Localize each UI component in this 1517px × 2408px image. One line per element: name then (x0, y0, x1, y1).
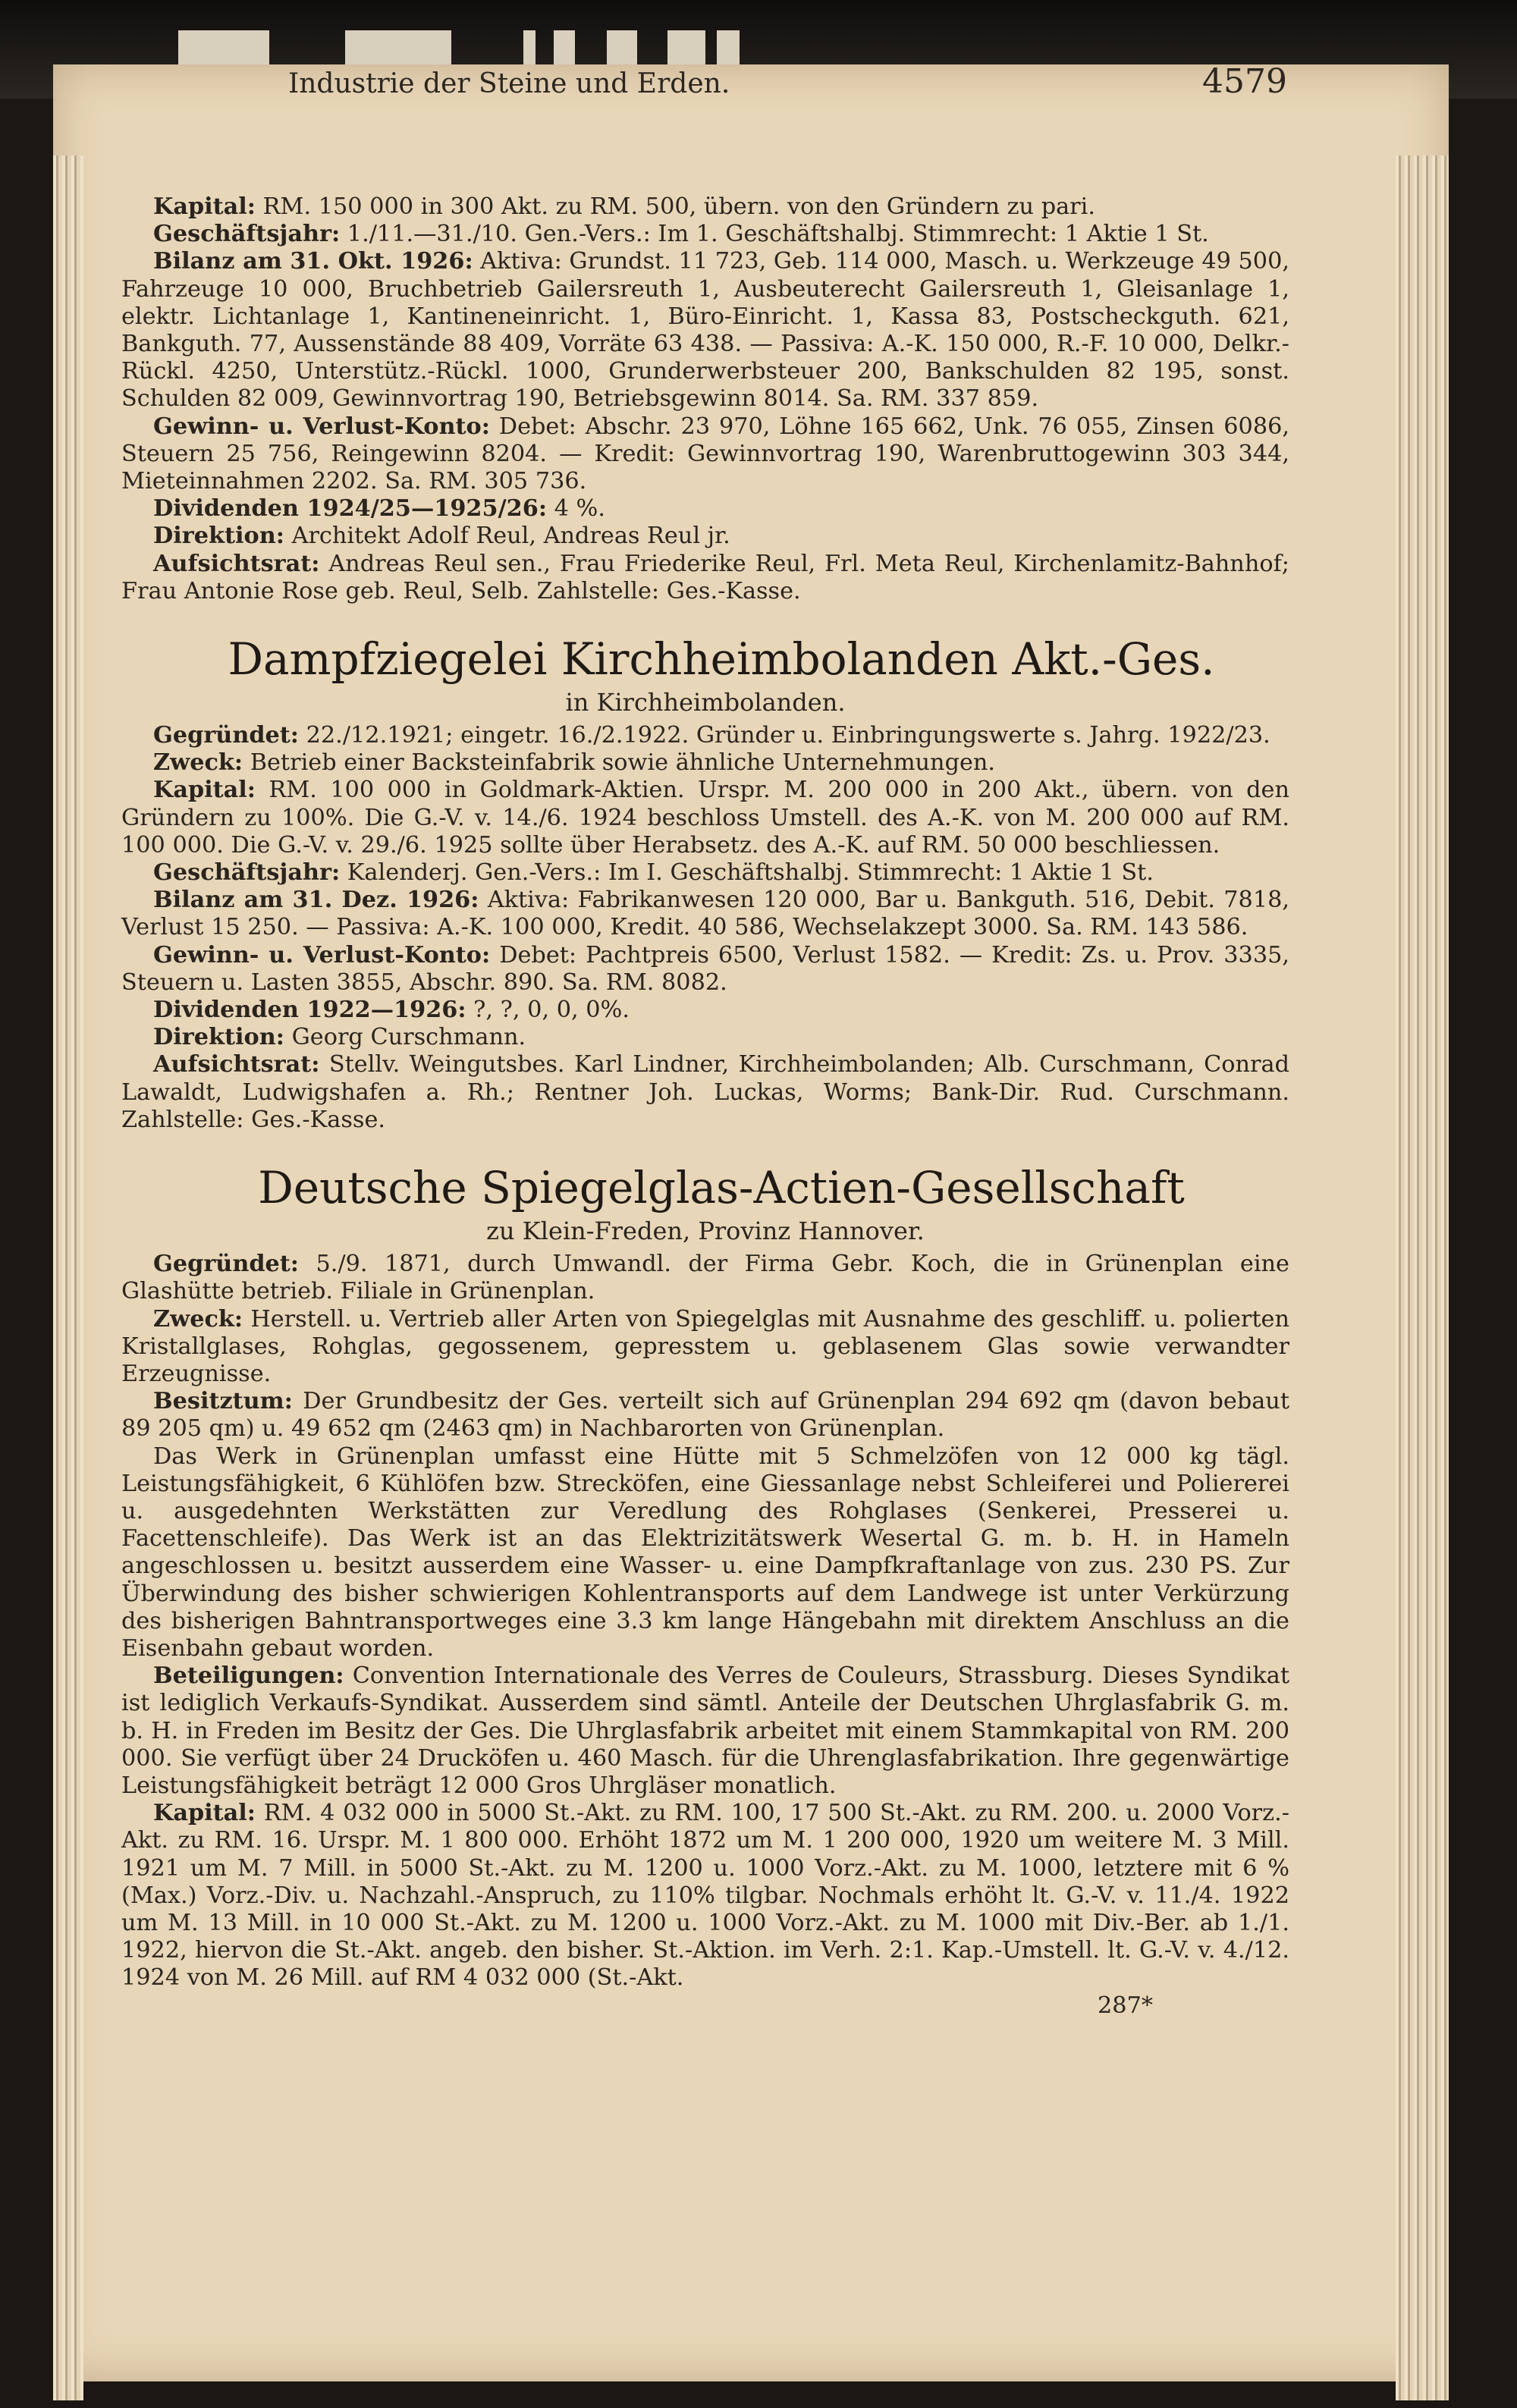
paragraph-label: Geschäftsjahr: (153, 859, 341, 887)
paragraph (121, 887, 1289, 941)
paragraph (121, 1443, 1289, 1663)
paragraph (121, 523, 1289, 550)
paragraph-label: Direktion: (153, 523, 284, 550)
paragraph (121, 722, 1289, 749)
paragraph-label: Beteiligungen: (153, 1662, 344, 1690)
paragraph-text: Herstell. u. Vertrieb aller Arten von Spiegelglas mit Ausnahme des geschliff. u. polierten Kristallglases, Rohglas, gegossenem, gepresstem u. geblasenem Glas sowie verwandter Erzeugnisse. (121, 1305, 1289, 1387)
section-gap (121, 605, 1289, 633)
paragraph-text: 4 %. (547, 495, 605, 523)
paragraph-label: Gewinn- u. Verlust-Konto: (153, 413, 490, 440)
paragraph (121, 1051, 1289, 1134)
paragraph-label: Kapital: (153, 193, 256, 220)
paragraph (121, 997, 1289, 1024)
paragraph-label: Gegründet: (153, 722, 299, 749)
paragraph (121, 193, 1289, 221)
paragraph-text: Kalenderj. Gen.-Vers.: Im I. Geschäftshalbj. Stimmrecht: 1 Aktie 1 St. (340, 859, 1154, 887)
paragraph-label: Besitztum: (153, 1388, 293, 1415)
paragraph-text: 22./12.1921; eingetr. 16./2.1922. Gründer u. Einbringungswerte s. Jahrg. 1922/23. (299, 722, 1270, 749)
paragraph-text: 1./11.—31./10. Gen.-Vers.: Im 1. Geschäftshalbj. Stimmrecht: 1 Aktie 1 St. (340, 221, 1209, 248)
paragraph-text: Debet: Abschr. 23 970, Löhne 165 662, Unk. 76 055, Zinsen 6086, Steuern 25 756, Reingewinn 8204. — Kredit: Gewinnvortrag 190, Warenbruttogewinn 303 344, Mieteinnahmen 2202. Sa. RM. 305 736. (121, 413, 1289, 495)
paragraph (121, 777, 1289, 859)
paragraph (121, 221, 1289, 248)
paragraph-label: Bilanz am 31. Okt. 1926: (153, 248, 473, 275)
paragraph (121, 859, 1289, 887)
paragraph-text: RM. 100 000 in Goldmark-Aktien. Urspr. M. 200 000 in 200 Akt., übern. von den Gründern zu 100%. Die G.-V. v. 14./6. 1924 beschloss Umstell. des A.-K. von M. 200 000 auf RM. 100 000. Die G.-V. v. 29./6. 1925 sollte über Herabsetz. des A.-K. auf RM. 50 000 beschliessen. (121, 777, 1289, 859)
paragraph (121, 942, 1289, 997)
paragraph-label: Geschäftsjahr: (153, 221, 341, 248)
paragraph-text: 5./9. 1871, durch Umwandl. der Firma Gebr. Koch, die in Grünenplan eine Glashütte betrieb. Filiale in Grünenplan. (121, 1251, 1289, 1305)
paragraph (121, 248, 1289, 413)
paragraph-label: Kapital: (153, 777, 256, 804)
paragraph-label: Direktion: (153, 1024, 284, 1051)
paragraph-text: Debet: Pachtpreis 6500, Verlust 1582. — Kredit: Zs. u. Prov. 3335, Steuern u. Lasten 3855, Abschr. 890. Sa. RM. 8082. (121, 941, 1290, 996)
paragraph-label: Gegründet: (153, 1251, 299, 1278)
section-gap (121, 1134, 1289, 1161)
paragraph-text: Aktiva: Fabrikanwesen 120 000, Bar u. Bankguth. 516, Debit. 7818, Verlust 15 250. — Passiva: A.-K. 100 000, Kredit. 40 586, Wechselakzept 3000. Sa. RM. 143 586. (121, 887, 1289, 941)
paragraph-text: Der Grundbesitz der Ges. verteilt sich auf Grünenplan 294 692 qm (davon bebaut 89 205 qm) u. 49 652 qm (2463 qm) in Nachbarorten von Grünenplan. (121, 1388, 1289, 1443)
page-number: 4579 (1202, 62, 1287, 101)
paragraph-label: Kapital: (153, 1800, 256, 1827)
paragraph-text: Architekt Adolf Reul, Andreas Reul jr. (284, 523, 730, 550)
running-head: Industrie der Steine und Erden. (288, 68, 730, 99)
document-body (121, 193, 1289, 2020)
paragraph-text: Andreas Reul sen., Frau Friederike Reul, Frl. Meta Reul, Kirchenlamitz-Bahnhof; Frau Antonie Rose geb. Reul, Selb. Zahlstelle: Ges.-Kasse. (121, 550, 1289, 604)
paragraph-label: Gewinn- u. Verlust-Konto: (153, 941, 491, 969)
paragraph (121, 1800, 1289, 1992)
paragraph-label: Zweck: (153, 1305, 243, 1333)
page-edge-right (1396, 155, 1449, 2400)
paragraph-text: Das Werk in Grünenplan umfasst eine Hütte mit 5 Schmelzöfen von 12 000 kg tägl. Leistungsfähigkeit, 6 Kühlöfen bzw. Strecköfen, eine Giessanlage nebst Schleiferei und Poliererei u. ausgedehnten Werkstätten zur Veredlung des Rohglases (Senkerei, Presserei u. Facettenschleife). Das Werk ist an das Elektrizitätswerk Wesertal G. m. b. H. in Hameln angeschlossen u. besitzt ausserdem eine Wasser- u. eine Dampfkraftanlage von zus. 230 PS. Zur Überwindung des bisher schwierigen Kohlentransports auf dem Landwege ist unter Verkürzung des bisherigen Bahntransportweges eine 3.3 km lange Hängebahn mit direktem Anschluss an die Eisenbahn gebaut worden. (121, 1443, 1289, 1662)
paragraph-text: ?, ?, 0, 0, 0%. (466, 997, 630, 1024)
paragraph-text: Betrieb einer Backsteinfabrik sowie ähnliche Unternehmungen. (243, 749, 996, 777)
section-subtitle: in Kirchheimbolanden. (565, 688, 846, 717)
paragraph (121, 1251, 1289, 1305)
paragraph-text: Georg Curschmann. (284, 1024, 526, 1051)
paragraph-text: RM. 150 000 in 300 Akt. zu RM. 500, übern. von den Gründern zu pari. (255, 193, 1095, 220)
paragraph-text: Convention Internationale des Verres de Couleurs, Strassburg. Dieses Syndikat ist lediglich Verkaufs-Syndikat. Ausserdem sind sämtl. Anteile der Deutschen Uhrglasfabrik G. m. b. H. in Freden im Besitz der Ges. Die Uhrglasfabrik arbeitet mit einem Stammkapital von RM. 200 000. Sie verfügt über 24 Drucköfen u. 460 Masch. für die Uhrenglasfabrikation. Ihre gegenwärtige Leistungsfähigkeit beträgt 12 000 Gros Uhrgläser monatlich. (121, 1662, 1289, 1799)
paragraph-label: Dividenden 1924/25—1925/26: (153, 495, 547, 523)
paragraph-label: Aufsichtsrat: (153, 550, 320, 577)
paragraph-label: Dividenden 1922—1926: (153, 997, 466, 1024)
paragraph-text: Aktiva: Grundst. 11 723, Geb. 114 000, Masch. u. Werkzeuge 49 500, Fahrzeuge 10 000, Bruchbetrieb Gailersreuth 1, Ausbeuterecht Gailersreuth 1, Gleisanlage 1, elektr. Lichtanlage 1, Kantineneinricht. 1, Büro-Einricht. 1, Kassa 83, Postscheckguth. 621, Bankguth. 77, Aussenstände 88 409, Vorräte 63 438. — Passiva: A.-K. 150 000, R.-F. 10 000, Delkr.-Rückl. 4250, Unterstütz.-Rückl. 1000, Grunderwerbsteuer 200, Bankschulden 82 195, sonst. Schulden 82 009, Gewinnvortrag 190, Betriebsgewinn 8014. Sa. RM. 337 859. (121, 248, 1289, 413)
paragraph (121, 1306, 1289, 1389)
paragraph-text: RM. 4 032 000 in 5000 St.-Akt. zu RM. 100, 17 500 St.-Akt. zu RM. 200. u. 2000 Vorz.-Akt. zu RM. 16. Urspr. M. 1 800 000. Erhöht 1872 um M. 1 200 000, 1920 um weitere M. 3 Mill. 1921 um M. 7 Mill. in 5000 St.-Akt. zu M. 1200 u. 1000 Vorz.-Akt. zu M. 1000, letztere mit 6 % (Max.) Vorz.-Div. u. Nachzahl.-Anspruch, zu 110% tilgbar. Nochmals erhöht lt. G.-V. v. 11./4. 1922 um M. 13 Mill. in 10 000 St.-Akt. zu M. 1200 u. 1000 Vorz.-Akt. zu M. 1000 mit Div.-Ber. ab 1./1. 1922, hiervon die St.-Akt. angeb. den bisher. St.-Aktion. im Verh. 2:1. Kap.-Umstell. lt. G.-V. v. 4./12. 1924 von M. 26 Mill. auf RM 4 032 000 (St.-Akt. (121, 1800, 1289, 1992)
paragraph-label: Zweck: (153, 749, 243, 777)
section-title: Deutsche Spiegelglas-Actien-Gesellschaft (258, 1162, 1185, 1214)
paragraph (121, 749, 1289, 777)
paragraph-text: Stellv. Weingutsbes. Karl Lindner, Kirchheimbolanden; Alb. Curschmann, Conrad Lawaldt, Ludwigshafen a. Rh.; Rentner Joh. Luckas, Worms; Bank-Dir. Rud. Curschmann. Zahlstelle: Ges.-Kasse. (121, 1051, 1289, 1133)
section-title: Dampfziegelei Kirchheimbolanden Akt.-Ges. (228, 633, 1215, 686)
paragraph (121, 1388, 1289, 1443)
paragraph (121, 1662, 1289, 1800)
paragraph-label: Bilanz am 31. Dez. 1926: (153, 887, 479, 914)
signature-mark: 287* (1098, 1992, 1153, 2019)
paragraph (121, 1024, 1289, 1051)
paragraph (121, 551, 1289, 605)
paragraph (121, 413, 1289, 496)
section-subtitle: zu Klein-Freden, Provinz Hannover. (486, 1217, 925, 1246)
page-edge-left (53, 155, 83, 2400)
paragraph-label: Aufsichtsrat: (153, 1051, 320, 1078)
paragraph (121, 495, 1289, 523)
